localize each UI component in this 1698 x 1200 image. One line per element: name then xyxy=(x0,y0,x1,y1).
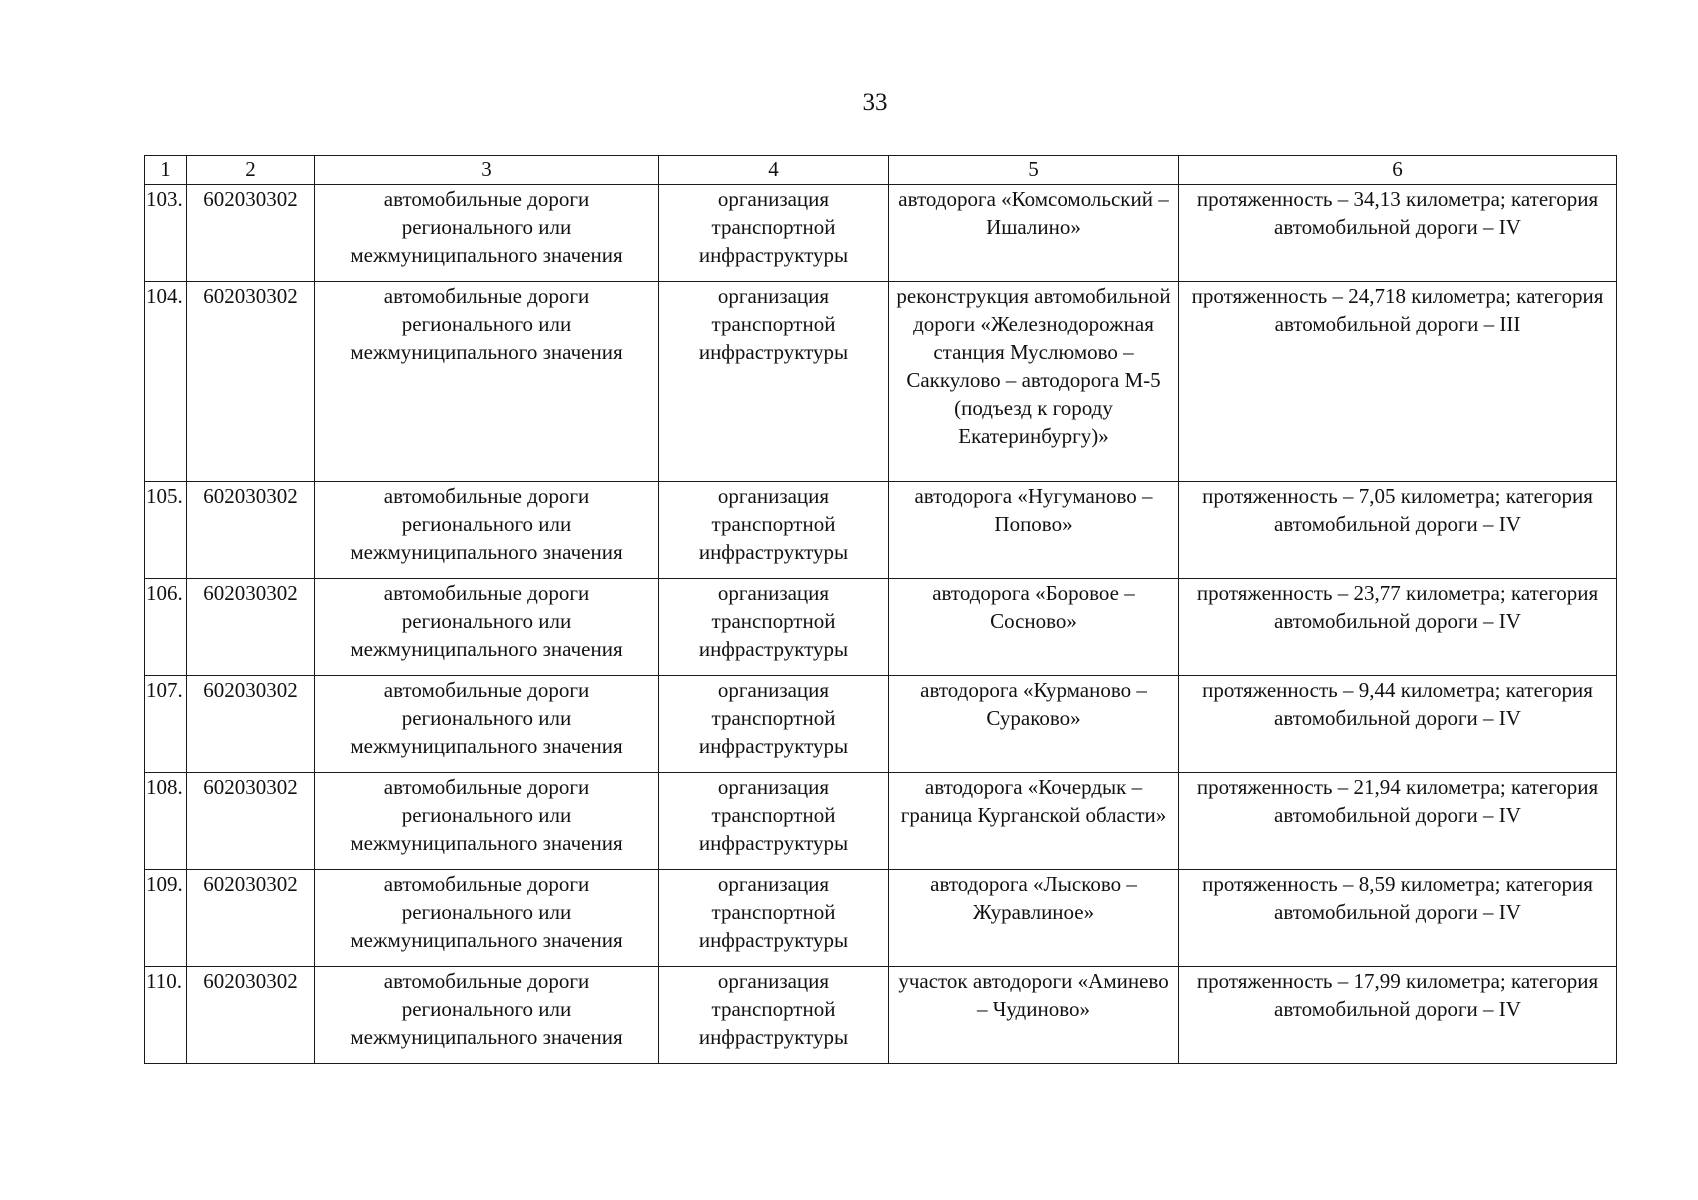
row-category: автомобильные дороги регионального или межмуниципального значения xyxy=(315,185,659,282)
row-object: реконструкция автомобильной дороги «Железнодорожная станция Муслюмово – Саккулово – автодорога М-5 (подъезд к городу Екатеринбургу)» xyxy=(889,282,1179,482)
row-code: 602030302 xyxy=(187,676,315,773)
column-header-2: 2 xyxy=(187,156,315,185)
column-header-4: 4 xyxy=(659,156,889,185)
row-category: автомобильные дороги регионального или межмуниципального значения xyxy=(315,676,659,773)
table-row xyxy=(145,579,1617,676)
row-object: автодорога «Лысково – Журавлиное» xyxy=(889,870,1179,967)
row-characteristics: протяженность – 21,94 километра; категория автомобильной дороги – IV xyxy=(1179,773,1617,870)
row-object: автодорога «Боровое – Сосново» xyxy=(889,579,1179,676)
row-code: 602030302 xyxy=(187,282,315,482)
row-characteristics: протяженность – 23,77 километра; категория автомобильной дороги – IV xyxy=(1179,579,1617,676)
row-number: 108. xyxy=(145,773,187,870)
row-code: 602030302 xyxy=(187,185,315,282)
column-header-6: 6 xyxy=(1179,156,1617,185)
row-characteristics: протяженность – 24,718 километра; категория автомобильной дороги – III xyxy=(1179,282,1617,482)
row-code: 602030302 xyxy=(187,482,315,579)
row-purpose: организация транспортной инфраструктуры xyxy=(659,967,889,1064)
row-number: 109. xyxy=(145,870,187,967)
row-number: 110. xyxy=(145,967,187,1064)
row-object: автодорога «Курманово – Сураково» xyxy=(889,676,1179,773)
row-number: 104. xyxy=(145,282,187,482)
row-number: 107. xyxy=(145,676,187,773)
row-code: 602030302 xyxy=(187,579,315,676)
row-code: 602030302 xyxy=(187,870,315,967)
row-characteristics: протяженность – 7,05 километра; категория автомобильной дороги – IV xyxy=(1179,482,1617,579)
table-row xyxy=(145,773,1617,870)
row-code: 602030302 xyxy=(187,967,315,1064)
row-category: автомобильные дороги регионального или межмуниципального значения xyxy=(315,773,659,870)
objects-table xyxy=(144,155,1617,1064)
row-purpose: организация транспортной инфраструктуры xyxy=(659,282,889,482)
table-body xyxy=(145,185,1617,1064)
column-header-5: 5 xyxy=(889,156,1179,185)
row-purpose: организация транспортной инфраструктуры xyxy=(659,579,889,676)
row-object: автодорога «Нугуманово – Попово» xyxy=(889,482,1179,579)
row-number: 103. xyxy=(145,185,187,282)
table-row xyxy=(145,185,1617,282)
row-code: 602030302 xyxy=(187,773,315,870)
row-purpose: организация транспортной инфраструктуры xyxy=(659,185,889,282)
row-category: автомобильные дороги регионального или межмуниципального значения xyxy=(315,870,659,967)
row-number: 106. xyxy=(145,579,187,676)
row-characteristics: протяженность – 34,13 километра; категория автомобильной дороги – IV xyxy=(1179,185,1617,282)
table-row xyxy=(145,676,1617,773)
row-object: автодорога «Комсомольский – Ишалино» xyxy=(889,185,1179,282)
page-number: 33 xyxy=(862,89,888,116)
row-category: автомобильные дороги регионального или межмуниципального значения xyxy=(315,282,659,482)
header-row xyxy=(145,156,1617,185)
row-number: 105. xyxy=(145,482,187,579)
row-object: участок автодороги «Аминево – Чудиново» xyxy=(889,967,1179,1064)
table-row xyxy=(145,967,1617,1064)
row-purpose: организация транспортной инфраструктуры xyxy=(659,773,889,870)
row-purpose: организация транспортной инфраструктуры xyxy=(659,676,889,773)
column-header-3: 3 xyxy=(315,156,659,185)
table-row xyxy=(145,482,1617,579)
row-object: автодорога «Кочердык – граница Курганской области» xyxy=(889,773,1179,870)
row-characteristics: протяженность – 17,99 километра; категория автомобильной дороги – IV xyxy=(1179,967,1617,1064)
row-purpose: организация транспортной инфраструктуры xyxy=(659,870,889,967)
table-row xyxy=(145,870,1617,967)
row-characteristics: протяженность – 8,59 километра; категория автомобильной дороги – IV xyxy=(1179,870,1617,967)
row-category: автомобильные дороги регионального или межмуниципального значения xyxy=(315,967,659,1064)
table-row xyxy=(145,282,1617,482)
row-category: автомобильные дороги регионального или межмуниципального значения xyxy=(315,482,659,579)
table-header xyxy=(145,156,1617,185)
row-purpose: организация транспортной инфраструктуры xyxy=(659,482,889,579)
row-characteristics: протяженность – 9,44 километра; категория автомобильной дороги – IV xyxy=(1179,676,1617,773)
column-header-1: 1 xyxy=(145,156,187,185)
row-category: автомобильные дороги регионального или межмуниципального значения xyxy=(315,579,659,676)
